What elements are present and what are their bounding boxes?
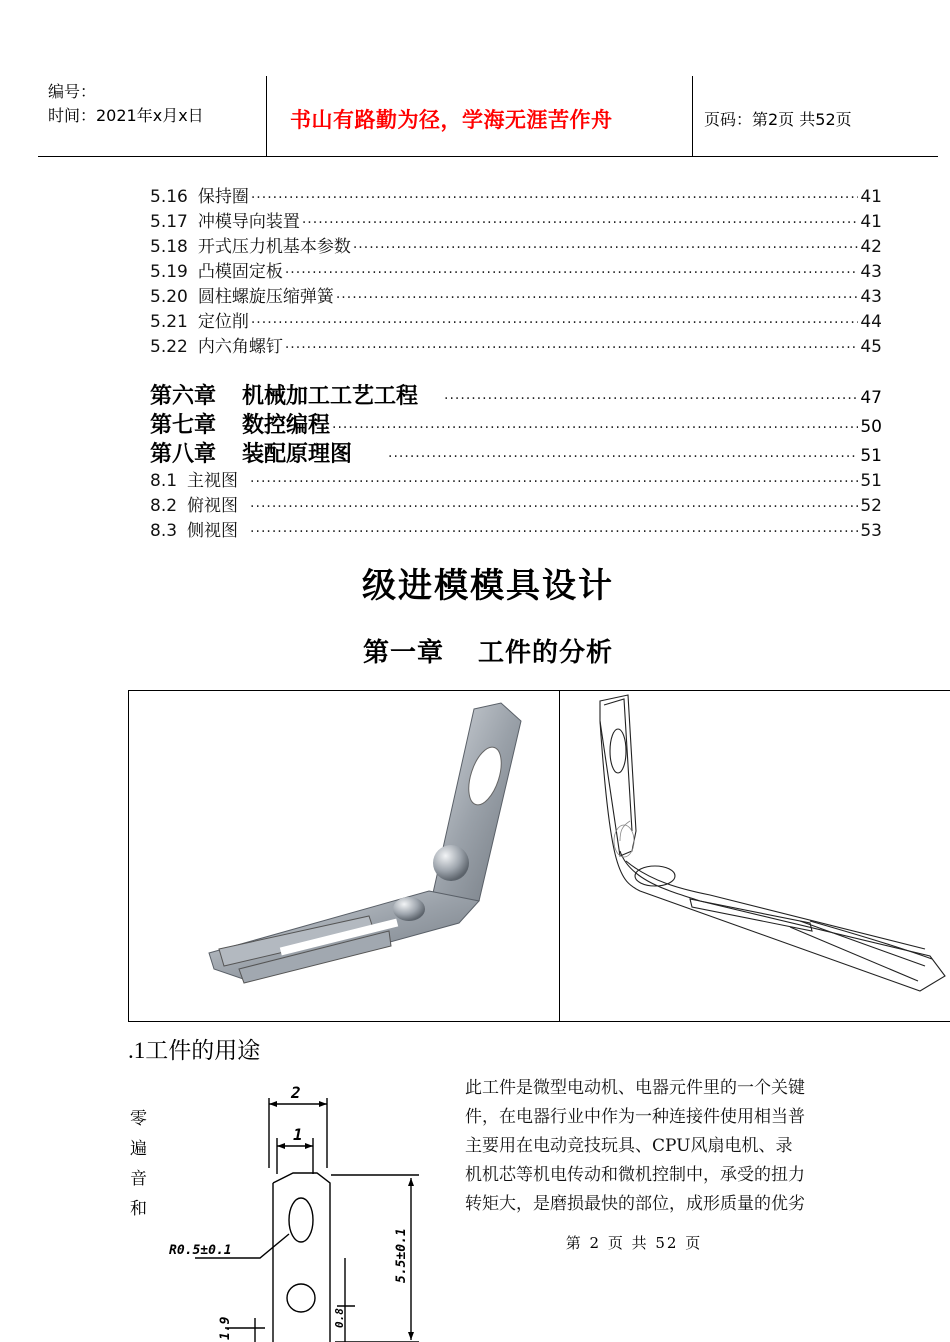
toc-entry-page: 43 <box>860 287 882 307</box>
vertical-char: 遍 <box>130 1139 147 1159</box>
toc-entry-page: 43 <box>860 262 882 282</box>
document-title: 级进模模具设计 <box>362 566 614 606</box>
section-number: .1 <box>128 1038 146 1063</box>
toc-leader-dots <box>302 215 859 231</box>
toc-entry[interactable] <box>150 257 882 282</box>
toc-entry-number: 第六章 <box>150 384 217 409</box>
toc-entry-number: 5.21 <box>150 312 188 332</box>
vertical-char: 和 <box>130 1199 147 1219</box>
toc-entry-title: 冲模导向装置 <box>197 212 300 232</box>
length-label: 5.5±0.1 <box>394 1228 409 1283</box>
toc-entry-title: 装配原理图 <box>242 442 353 467</box>
chapter-name: 工件的分析 <box>478 638 614 668</box>
part-dimension-drawing <box>165 1078 455 1342</box>
paragraph-line: 转矩大，是磨损最快的部位，成形质量的优劣 <box>465 1194 805 1214</box>
radius-label: R0.5±0.1 <box>169 1243 232 1258</box>
paragraph-line: 主要用在电动竞技玩具、CPU风扇电机、录 <box>465 1136 793 1156</box>
toc-entry-page: 50 <box>860 417 882 437</box>
section-title <box>128 1032 260 1065</box>
toc-entry[interactable] <box>150 408 882 437</box>
toc-entry-title: 保持圈 <box>197 187 249 207</box>
dim-19-label: 1.9 <box>218 1316 233 1340</box>
toc-leader-dots <box>250 524 858 540</box>
paragraph-line: 件，在电器行业中作为一种连接件使用相当普 <box>465 1107 805 1127</box>
toc-entry-number: 5.18 <box>150 237 188 257</box>
toc-entry-title: 凸模固定板 <box>197 262 283 282</box>
toc-leader-dots <box>353 240 859 256</box>
page-footer: 第 2 页 共 52 页 <box>565 1234 703 1252</box>
toc-entry[interactable] <box>150 332 882 357</box>
toc-leader-dots <box>285 340 859 356</box>
chapter-number: 第一章 <box>362 638 444 668</box>
toc-entry-page: 41 <box>860 212 882 232</box>
toc-entry[interactable] <box>150 207 882 232</box>
toc-leader-dots <box>332 420 858 436</box>
header-divider <box>266 76 267 156</box>
toc-entry[interactable] <box>150 232 882 257</box>
number-label: 编号： <box>48 82 97 101</box>
toc-entry-number: 5.22 <box>150 337 188 357</box>
vertical-text-column <box>130 1104 152 1224</box>
toc-leader-dots <box>444 391 858 407</box>
toc-entry-title: 机械加工工艺工程 <box>242 384 419 409</box>
toc-entry-page: 52 <box>860 496 882 516</box>
toc-entry[interactable] <box>150 516 882 541</box>
toc-entry[interactable] <box>150 182 882 207</box>
toc-entry-title: 侧视图 <box>187 521 239 541</box>
toc-leader-dots <box>251 315 859 331</box>
toc-leader-dots <box>251 190 859 206</box>
dim-1-label: 1 <box>293 1125 303 1144</box>
toc-entry-number: 8.2 <box>150 496 178 516</box>
chapter-title <box>0 632 950 669</box>
part-figure-box <box>128 690 950 1022</box>
toc-entry-page: 44 <box>860 312 882 332</box>
toc-entry-title: 数控编程 <box>242 413 331 438</box>
toc-entry-page: 42 <box>860 237 882 257</box>
toc-entry[interactable] <box>150 437 882 466</box>
header-divider <box>692 76 693 156</box>
toc-entry-number: 第八章 <box>150 442 217 467</box>
toc-entry[interactable] <box>150 307 882 332</box>
toc-entry[interactable] <box>150 379 882 408</box>
vertical-char: 音 <box>130 1169 147 1189</box>
toc-entry-title: 主视图 <box>187 471 239 491</box>
vertical-char: 零 <box>130 1109 147 1129</box>
paragraph-line: 此工件是微型电动机、电器元件里的一个关键 <box>465 1078 805 1098</box>
toc-entry-page: 47 <box>860 388 882 408</box>
toc-entry-title: 圆柱螺旋压缩弹簧 <box>197 287 334 307</box>
toc-entry-title: 俯视图 <box>187 496 239 516</box>
toc-entry-number: 8.1 <box>150 471 178 491</box>
toc-leader-dots <box>285 265 859 281</box>
toc-entry-page: 41 <box>860 187 882 207</box>
toc-entry-number: 第七章 <box>150 413 217 438</box>
part-shaded-render <box>129 691 559 1021</box>
part-line-render <box>560 691 950 1021</box>
toc-entry-number: 8.3 <box>150 521 178 541</box>
toc-leader-dots <box>250 499 858 515</box>
toc-entry[interactable] <box>150 282 882 307</box>
toc-leader-dots <box>388 449 858 465</box>
header-motto: 书山有路勤为径，学海无涯苦作舟 <box>290 108 613 132</box>
section-text: 工件的用途 <box>145 1038 261 1064</box>
toc-entry[interactable] <box>150 466 882 491</box>
toc-entry-title: 定位削 <box>197 312 249 332</box>
toc-entry-title: 内六角螺钉 <box>197 337 283 357</box>
toc-entry-number: 5.20 <box>150 287 188 307</box>
header-meta <box>48 80 204 128</box>
toc-entry-number: 5.19 <box>150 262 188 282</box>
toc-entry-number: 5.17 <box>150 212 188 232</box>
time-label: 时间：2021年x月x日 <box>48 106 204 125</box>
toc-entry-page: 51 <box>860 446 882 466</box>
toc-entry-number: 5.16 <box>150 187 188 207</box>
toc-entry-page: 45 <box>860 337 882 357</box>
toc-entry-title: 开式压力机基本参数 <box>197 237 351 257</box>
dim-08-label: 0.8 <box>333 1308 346 1328</box>
toc-entry-page: 51 <box>860 471 882 491</box>
toc-leader-dots <box>250 474 858 490</box>
toc-entry[interactable] <box>150 491 882 516</box>
table-of-contents <box>150 182 882 541</box>
usage-paragraph <box>465 1074 855 1219</box>
toc-leader-dots <box>336 290 859 306</box>
paragraph-line: 机机芯等机电传动和微机控制中，承受的扭力 <box>465 1165 805 1185</box>
toc-entry-page: 53 <box>860 521 882 541</box>
dim-2-label: 2 <box>291 1083 301 1102</box>
header-page-info: 页码：第2页 共52页 <box>704 110 852 129</box>
page-header <box>38 76 938 157</box>
